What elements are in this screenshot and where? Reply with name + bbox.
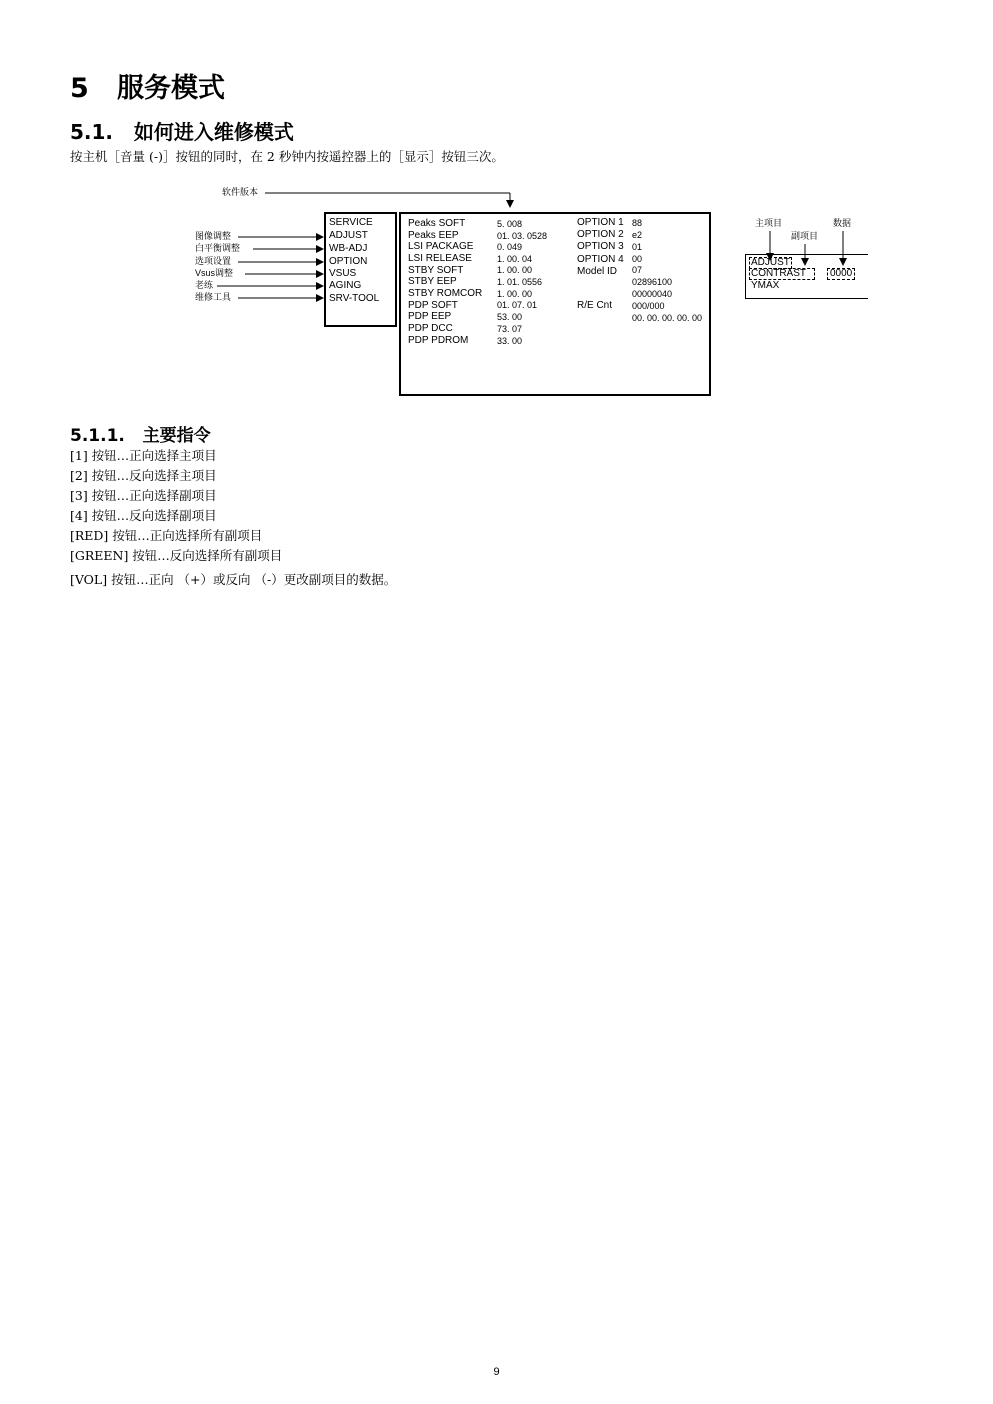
data-value: 0000 [827,268,855,280]
adjust-item: ADJUST [751,257,790,268]
option-value: 00000040 [632,289,673,299]
subsubsection-title: 5.1.1. 主要指令 [70,426,211,446]
menu-item-srv-tool: SRV-TOOL [329,293,380,304]
intro-text: 按主机［音量 (-)］按钮的同时，在 2 秒钟内按遥控器上的［显示］按钮三次。 [70,149,504,164]
label-white-balance: 白平衡调整 [195,243,241,253]
info-value: 01. 03. 0528 [497,231,548,241]
data-label: 数据 [833,218,852,228]
sub-item-label: 副项目 [791,231,819,241]
model-id-label: Model ID [577,266,618,277]
section-title: 5 服务模式 [70,73,225,104]
command-item: [VOL] 按钮…正向 （+）或反向 （-）更改副项目的数据。 [70,572,397,587]
info-label: STBY EEP [408,276,457,287]
info-value: 53. 00 [497,312,523,322]
label-aging: 老练 [195,280,214,290]
command-item: [2] 按钮…反向选择主项目 [70,468,217,483]
info-value: 0. 049 [497,242,523,252]
info-label: LSI PACKAGE [408,241,474,252]
info-label: PDP DCC [408,323,453,334]
menu-item-option: OPTION [329,256,368,267]
command-item: [1] 按钮…正向选择主项目 [70,448,217,463]
info-value: 5. 008 [497,219,523,229]
re-cnt-label: R/E Cnt [577,300,613,311]
info-label: Peaks SOFT [408,218,466,229]
option-label: OPTION 4 [577,254,624,265]
info-value: 01. 07. 01 [497,300,538,310]
software-version-label: 软件版本 [222,187,259,197]
info-label: PDP SOFT [408,300,458,311]
option-label: OPTION 3 [577,241,624,252]
label-picture-adjust: 图像调整 [195,231,232,241]
menu-item-service: SERVICE [329,217,373,228]
option-value: 88 [632,218,643,228]
model-id-value: 07 [632,265,643,275]
menu-item-wb-adj: WB-ADJ [329,243,368,254]
command-item: [3] 按钮…正向选择副项目 [70,488,217,503]
main-item-label: 主项目 [755,218,783,228]
info-label: STBY ROMCOR [408,288,483,299]
info-label: Peaks EEP [408,230,459,241]
info-label: STBY SOFT [408,265,464,276]
info-value: 33. 00 [497,336,523,346]
label-option-setting: 选项设置 [195,256,232,266]
info-label: LSI RELEASE [408,253,472,264]
info-value: 1. 01. 0556 [497,277,543,287]
menu-item-vsus: VSUS [329,268,357,279]
subsection-title: 5.1. 如何进入维修模式 [70,120,294,144]
option-value: 00. 00. 00. 00. 00 [632,313,703,323]
info-label: PDP EEP [408,311,452,322]
option-label: OPTION 2 [577,229,624,240]
menu-item-adjust: ADJUST [329,230,368,241]
info-value: 1. 00. 04 [497,254,533,264]
option-value: 00 [632,254,643,264]
option-label: OPTION 1 [577,217,624,228]
command-item: [4] 按钮…反向选择副项目 [70,508,217,523]
info-value: 1. 00. 00 [497,265,533,275]
menu-item-aging: AGING [329,280,362,291]
label-vsus-adjust: Vsus调整 [195,268,234,278]
ymax-item: YMAX [751,280,780,291]
info-value: 1. 00. 00 [497,289,533,299]
info-value: 73. 07 [497,324,523,334]
re-cnt-value: 000/000 [632,301,665,311]
page-number: 9 [493,1366,500,1378]
info-label: PDP PDROM [408,335,469,346]
option-value: 02896100 [632,277,673,287]
command-item: [GREEN] 按钮…反向选择所有副项目 [70,548,283,563]
command-item: [RED] 按钮…正向选择所有副项目 [70,528,263,543]
option-value: 01 [632,242,643,252]
contrast-item: CONTRAST [749,268,815,280]
label-service-tool: 维修工具 [195,292,232,302]
option-value: e2 [632,230,643,240]
